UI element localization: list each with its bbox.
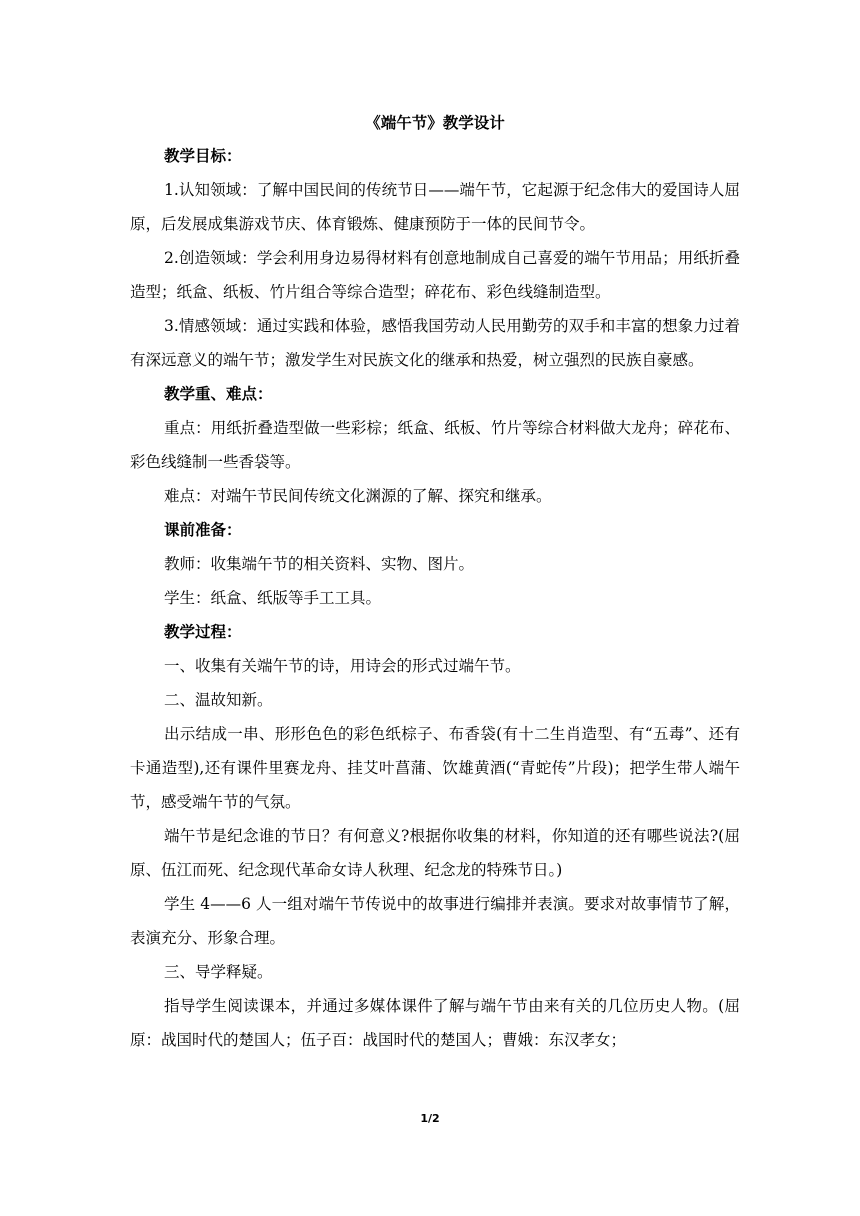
section-preparation [130,513,740,615]
paragraph: 学生：纸盒、纸版等手工工具。 [164,589,382,607]
paragraph: 教师：收集端午节的相关资料、实物、图片。 [164,555,475,573]
paragraph: 端午节是纪念谁的节日？有何意义?根据你收集的材料，你知道的还有哪些说法?(屈原、伍江而死、纪念现代革命女诗人秋理、纪念龙的特殊节日。) [130,827,740,879]
section-heading: 教学过程： [164,622,242,641]
paragraph: 重点：用纸折叠造型做一些彩棕；纸盒、纸板、竹片等综合材料做大龙舟；碎花布、彩色线缝制一些香袋等。 [130,419,740,471]
page-number: 1/2 [420,1112,440,1125]
paragraph: 3.情感领域：通过实践和体验，感悟我国劳动人民用勤劳的双手和丰富的想象力过着有深远意义的端午节；激发学生对民族文化的继承和热爱，树立强烈的民族自豪感。 [130,317,740,369]
section-key-points [130,377,740,513]
document-title: 《端午节》教学设计 [365,113,505,132]
section-heading: 课前准备： [164,520,242,539]
paragraph: 一、收集有关端午节的诗，用诗会的形式过端午节。 [164,657,521,675]
paragraph: 难点：对端午节民间传统文化渊源的了解、探究和继承。 [164,487,552,505]
paragraph: 学生 4——6 人一组对端午节传说中的故事进行编排并表演。要求对故事情节了解，表演充分、形象合理。 [130,895,740,947]
section-teaching-objectives [130,139,740,377]
paragraph: 1.认知领域：了解中国民间的传统节日——端午节，它起源于纪念伟大的爱国诗人屈原，后发展成集游戏节庆、体育锻炼、健康预防于一体的民间节令。 [130,181,740,233]
section-teaching-process [130,615,740,1057]
paragraph: 2.创造领域：学会利用身边易得材料有创意地制成自己喜爱的端午节用品；用纸折叠造型；纸盒、纸板、竹片组合等综合造型；碎花布、彩色线缝制造型。 [130,249,740,301]
document-body [130,110,740,1057]
section-heading: 教学重、难点： [164,384,273,403]
paragraph: 指导学生阅读课本，并通过多媒体课件了解与端午节由来有关的几位历史人物。(屈原：战国时代的楚国人；伍子百：战国时代的楚国人；曹娥：东汉孝女； [130,997,740,1049]
paragraph: 三、导学释疑。 [164,963,273,981]
section-heading: 教学目标： [164,146,242,165]
paragraph: 二、温故知新。 [164,691,273,709]
paragraph: 出示结成一串、形形色色的彩色纸棕子、布香袋(有十二生肖造型、有“五毒”、还有卡通造型),还有课件里赛龙舟、挂艾叶菖蒲、饮雄黄酒(“青蛇传”片段)；把学生带人端午节，感受端午节的气氛。 [130,725,740,811]
